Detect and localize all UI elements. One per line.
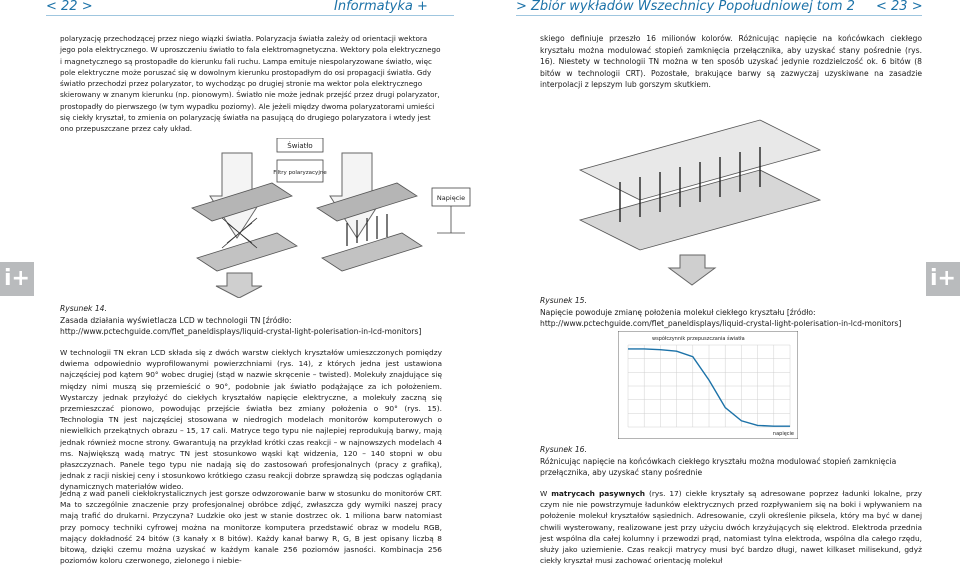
polarizer-bottom-right	[322, 233, 422, 271]
figure-14-caption-label: Rysunek 14.	[60, 304, 107, 313]
voltage-label: Napięcie	[436, 194, 466, 202]
right-page-number: < 23 >	[876, 0, 923, 14]
figure-14-caption	[60, 303, 442, 338]
right-bottom-text	[540, 488, 922, 566]
chart-xlabel: napięcie	[772, 431, 794, 437]
figure-16-caption-text: Różnicując napięcie na końcówkach ciekłego kryształu można modulować stopień zamknięcia przełącznika, aby uzyskać stany pośrednie	[540, 456, 897, 478]
figure-15-caption-text: Napięcie powoduje zmianę położenia molekuł ciekłego kryształu [źródło: http://www.pctechguide.com/flet_paneldisplays/liquid-crystal-light-polerisation-in-lcd-monitors]	[540, 307, 902, 329]
figure-15-output-arrow	[669, 255, 715, 285]
left-page-number: < 22 >	[46, 0, 93, 14]
figure-14-caption-text: Zasada działania wyświetlacza LCD w technologii TN [źródło: http://www.pctechguide.com/flet_paneldisplays/liquid-crystal-light-polerisation-in-lcd-monitors]	[60, 315, 422, 337]
figure-16-caption-label: Rysunek 16.	[540, 445, 587, 454]
voltage-box	[432, 188, 470, 233]
figure-14-diagram	[182, 138, 482, 298]
left-iplus-logo: i+	[0, 262, 34, 296]
figure-16-caption	[540, 444, 922, 479]
color-reproduction-paragraph: Jedną z wad paneli ciekłokrystalicznych jest gorsze odwzorowanie barw w stosunku do monitorów CRT. Ma to szczególnie znaczenie przy profesjonalnej obróbce zdjęć, zwłaszcza gdy wymiki naszej pracy mają trafić do drukarni. Przyczyna? Ludzkie oko jest w stanie dostrzec ok. 1 miliona barw natomiast przy pomocy techniki cyfrowej można na monitorze komputera przedstawić obraz w modelu RGB, mający dokładność 24 bitów (3 kanały x 8 bitów). Każdy kanał barwy R, G, B jest opisany liczbą 8 bitową, dzięki czemu można uzyskać w każdym kanale 256 poziomów jasności. Kombinacja 256 poziomów koloru czerwonego, zielonego i niebie-	[60, 489, 442, 566]
passive-matrix-term: matrycach pasywnych	[551, 489, 646, 498]
tn-technology-paragraph: W technologii TN ekran LCD składa się z dwóch warstw ciekłych kryształów umieszczonych pomiędzy dwiema odpowiednio wyprofilowanymi powierzchniami (rys. 14), z których jedna jest ustawiona najczęściej pod kątem 90° wobec drugiej (stąd w nazwie skręcenie – twisted). Molekuły znajdujące się między nimi muszą się przemieścić o 90°, podobnie jak światło podążające za ich położeniem. Wystarczy jednak przyłożyć do ciekłych kryształów napięcie elektryczne, a molekuły zaczną się przemieszczać pionowo, powodując przejście światła bez zmiany położenia o 90° (rys. 15). Technologia TN jest najczęściej stosowana w niedrogich modelach monitorów komputerowych o niewielkich przekątnych obrazu – 15, 17 cali. Matryce tego typu nie najlepiej reprodukują barwy, mają jednak również mocne strony. Gwarantują na przykład krótki czas reakcji – w najnowszych modelach 4 ms. Największą wadą matryc TN jest stosunkowo wąski kąt widzenia, 120 – 140 stopni w obu płaszczyznach. Panele tego typu nie nadają się do zastosowań profesjonalnych (pracy z grafiką), jednak z racji niskiej ceny i stosunkowo krótkiego czasu reakcji dobrze sprawdzą się podczas oglądania dynamicznych materiałów wideo.	[60, 348, 442, 492]
left-header-rule	[46, 15, 454, 16]
right-header-rule	[516, 15, 922, 16]
left-running-title: Informatyka +	[334, 0, 428, 14]
output-arrow-left	[216, 273, 262, 298]
right-running-title: > Zbiór wykładów Wszechnicy Popołudniowej tom 2	[516, 0, 855, 14]
chart-frame	[618, 331, 798, 439]
color-depth-paragraph: skiego definiuje przeszło 16 milionów kolorów. Różnicując napięcie na końcówkach ciekłego kryształu można modulować stopień zamknięcia przełącznika, aby uzyskać stany pośrednie (rys. 16). Niestety w technologii TN można w ten sposób uzyskać jedynie rozdzielczość ok. 6 bitów (8 bitów w technologii CRT). Pozostałe, brakujące barwy są zazwyczaj uzyskiwane na zasadzie interpolacji z lepszym lub gorszym skutkiem.	[540, 34, 922, 90]
figure-16-chart	[618, 331, 798, 439]
right-iplus-logo: i+	[926, 262, 960, 296]
left-bottom-text	[60, 488, 442, 566]
chart-ylabel: współczynnik przepuszczania światła	[652, 336, 745, 342]
figure-15-diagram	[560, 110, 860, 290]
figure-15-caption-label: Rysunek 15.	[540, 296, 587, 305]
left-main-text	[60, 347, 442, 493]
filters-label: Filtry polaryzacyjne	[273, 170, 327, 176]
passive-matrix-paragraph: W matrycach pasywnych (rys. 17) ciekłe kryształy są adresowane poprzez ładunki lokalne, przy czym nie nie powstrzymuje ładunków elektrycznych przed rozpływaniem się na boki i wpływaniem na położenie molekuł kryształów sąsiednich. Adresowanie, czyli określenie piksela, który ma być w danej chwili wysterowany, realizowane jest przy użyciu dwóch krzyżujących się elektrod. Elektroda przednia jest wspólna dla całej kolumny i przewodzi prąd, natomiast tylna elektroda, wspólna dla całego rzędu, służy jako uziemienie. Czas reakcji matrycy musi być bardzo długi, nawet kilkaset milisekund, gdyż ciekły kryształ musi zachować orientację molekuł	[540, 489, 922, 566]
intro-paragraph: polaryzację przechodzącej przez niego wiązki światła. Polaryzacja światła zależy od orientacji wektora jego pola elektrycznego. W uproszczeniu światło to fala elektromagnetyczna. Wektory pola elektrycznego i magnetycznego są prostopadłe do kierunku fali ruchu. Lampa emituje niespolaryzowane światło, więc pole elektryczne może poruszać się w dowolnym kierunku prostopadłym do osi propagacji światła. Gdy światło przechodzi przez polaryzator, to wychodząc po drugiej stronie ma wektor pola elektrycznego skierowany w znanym kierunku (np. pionowym). Światło nie może jednak przejść przez drugi polaryzator, prostopadły do pierwszego (w tym wypadku poziomy). Ale jeżeli między dwoma polaryzatorami umieści się ciekły kryształ, to zmienia on polaryzację światła na pasującą do drugiego polaryzatora i wtedy jest ono przepuszczane przez cały układ.	[60, 34, 441, 134]
right-intro-text	[540, 33, 922, 91]
left-intro-text	[60, 33, 442, 135]
figure-15-caption	[540, 295, 922, 330]
light-label: Światło	[287, 142, 313, 150]
